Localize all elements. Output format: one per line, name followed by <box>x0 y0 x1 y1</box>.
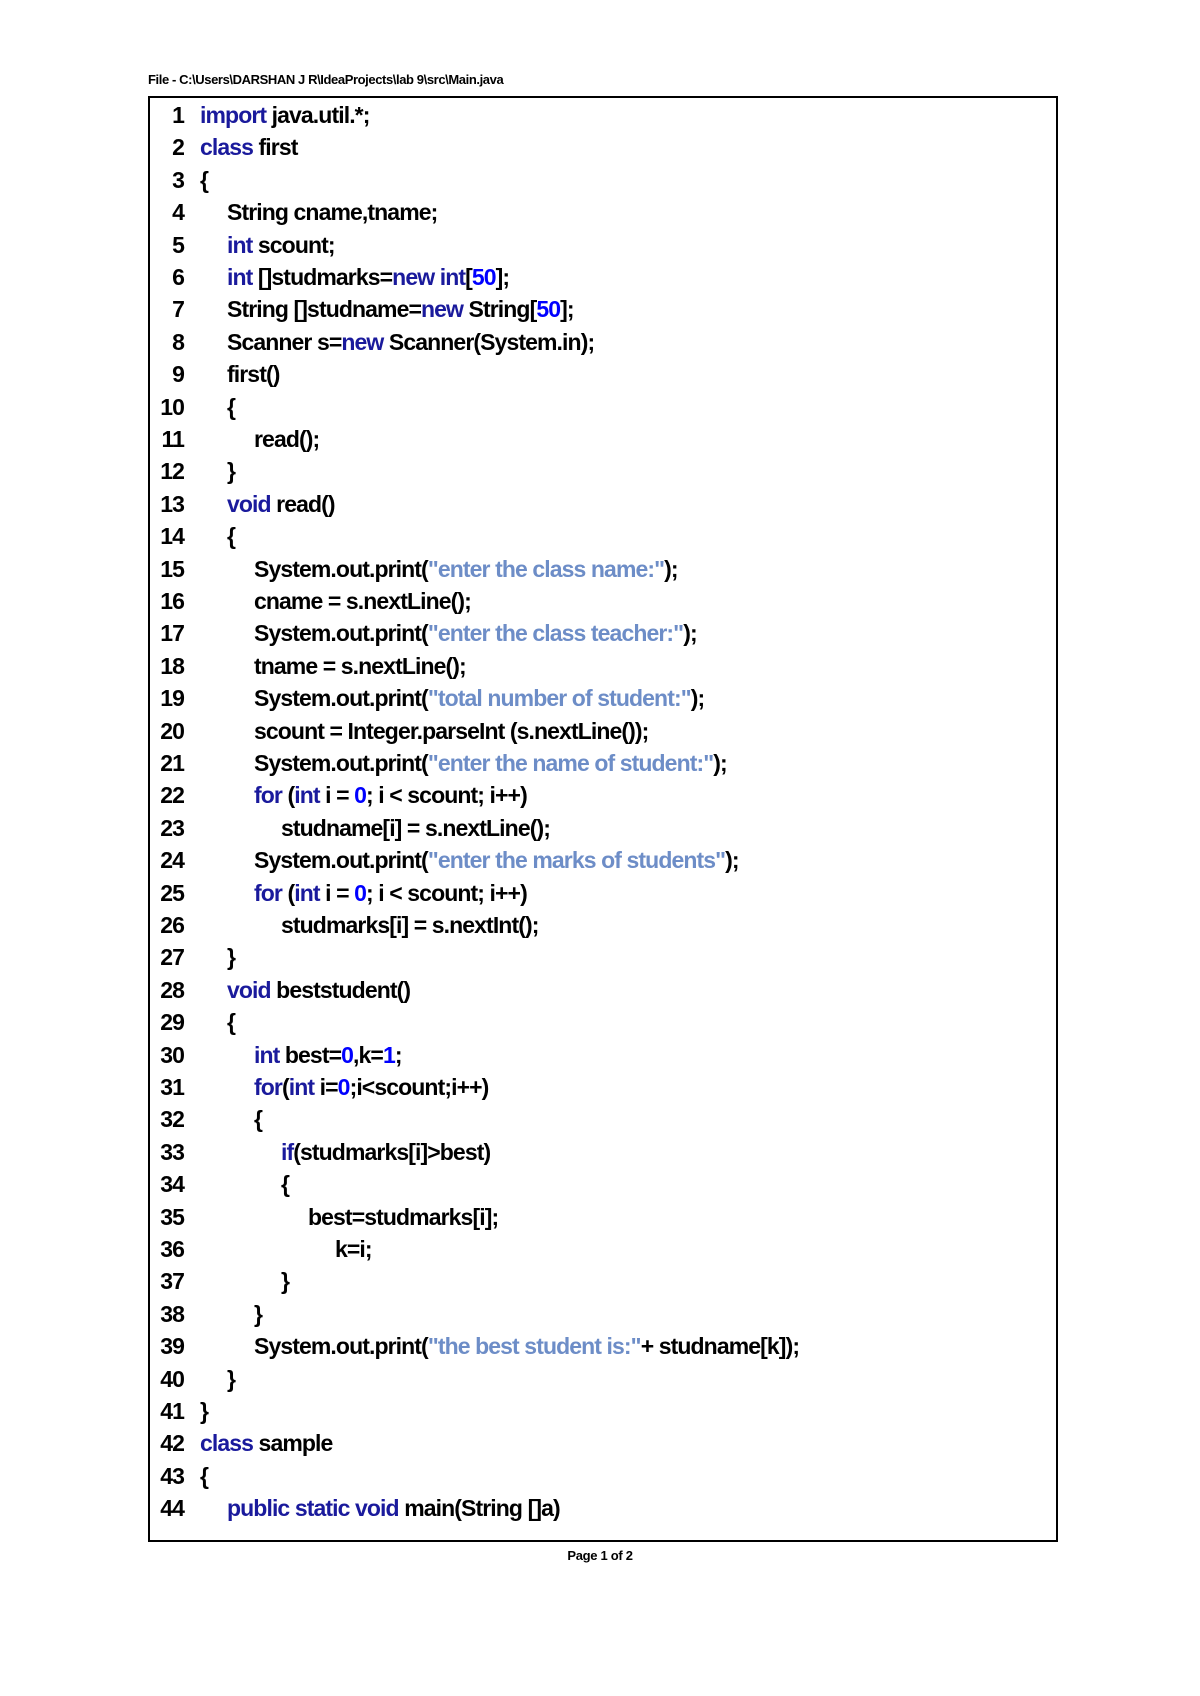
line-number: 2 <box>172 134 184 161</box>
line-number: 3 <box>172 166 184 193</box>
number-token: 0 <box>354 782 367 809</box>
line-number: 18 <box>160 652 184 679</box>
code-text <box>281 1136 490 1168</box>
code-line <box>150 423 1056 455</box>
plain-token: String []studname= <box>227 296 422 323</box>
plain-token: (studmarks[i]>best) <box>293 1138 491 1165</box>
plain-token: studname[i] = s.nextLine(); <box>281 814 550 841</box>
line-number: 19 <box>160 685 184 712</box>
plain-token: System.out.print( <box>254 1333 428 1360</box>
code-text <box>254 1330 799 1362</box>
plain-token: } <box>227 1365 236 1392</box>
code-text <box>200 1460 208 1492</box>
code-line <box>150 358 1056 390</box>
code-text <box>227 488 335 520</box>
line-number: 11 <box>161 426 184 452</box>
line-number: 7 <box>172 296 184 323</box>
line-number: 13 <box>160 490 184 517</box>
code-text <box>227 941 235 973</box>
code-text <box>254 650 466 682</box>
number-token: 50 <box>536 296 561 323</box>
plain-token: best= <box>279 1041 342 1068</box>
code-line <box>150 1039 1056 1071</box>
string-token: "enter the marks of students" <box>427 847 726 874</box>
line-number: 17 <box>160 620 184 647</box>
plain-token: i = <box>319 879 355 906</box>
code-text <box>335 1233 372 1265</box>
code-text <box>200 99 370 131</box>
line-number: 22 <box>160 782 184 809</box>
line-number: 24 <box>160 847 184 874</box>
string-token: "total number of student:" <box>427 685 691 712</box>
code-line <box>150 941 1056 973</box>
code-text <box>254 747 727 779</box>
code-text <box>254 1103 262 1135</box>
line-number: 9 <box>172 361 184 388</box>
line-number: 25 <box>160 879 184 906</box>
line-number: 21 <box>160 750 184 776</box>
plain-token: { <box>227 393 236 420</box>
plain-token: { <box>254 1106 263 1133</box>
line-number: 39 <box>160 1333 184 1360</box>
line-number: 8 <box>172 328 184 355</box>
line-number: 6 <box>172 264 184 290</box>
code-text <box>227 358 279 390</box>
plain-token: { <box>200 1462 209 1489</box>
code-text <box>254 715 648 747</box>
code-text <box>227 520 235 552</box>
plain-token: System.out.print( <box>254 847 428 874</box>
plain-token: ]; <box>560 296 574 323</box>
plain-token: k=i; <box>335 1236 372 1262</box>
line-number: 29 <box>160 1009 184 1036</box>
code-line <box>150 1006 1056 1038</box>
code-line <box>150 131 1056 163</box>
plain-token: } <box>227 458 236 485</box>
number-token: 0 <box>354 879 367 906</box>
plain-token: scount = Integer.parseInt (s.nextLine()); <box>254 717 649 744</box>
code-text <box>254 617 697 649</box>
code-text <box>254 1071 488 1103</box>
code-line <box>150 196 1056 228</box>
number-token: 50 <box>471 264 496 290</box>
line-number: 36 <box>160 1236 184 1262</box>
code-line <box>150 909 1056 941</box>
code-line <box>150 1363 1056 1395</box>
plain-token: System.out.print( <box>254 555 428 582</box>
plain-token: String[ <box>463 296 537 323</box>
number-token: 0 <box>341 1041 354 1068</box>
plain-token: tname = s.nextLine(); <box>254 652 466 679</box>
plain-token: ; i < scount; i++) <box>366 782 527 809</box>
line-number: 41 <box>160 1398 184 1424</box>
line-number: 10 <box>160 393 184 420</box>
line-number: 32 <box>160 1106 184 1133</box>
plain-token: [ <box>465 264 472 290</box>
line-number: 44 <box>160 1495 184 1522</box>
string-token: "the best student is:" <box>427 1333 641 1360</box>
keyword-token: int <box>288 1074 315 1100</box>
plain-token: { <box>281 1171 290 1198</box>
code-line <box>150 99 1056 131</box>
keyword-token: int <box>294 782 320 809</box>
plain-token: i = <box>319 782 355 809</box>
keyword-token: void <box>355 1495 399 1522</box>
code-line <box>150 326 1056 358</box>
plain-token: i= <box>314 1074 338 1100</box>
code-text <box>227 326 594 358</box>
keyword-token: for <box>254 879 282 906</box>
code-line <box>150 164 1056 196</box>
plain-token: ( <box>281 782 295 809</box>
line-number: 31 <box>160 1074 184 1100</box>
line-number: 28 <box>160 976 184 1003</box>
plain-token: ); <box>690 685 705 712</box>
code-text <box>281 1168 289 1200</box>
line-number: 23 <box>160 814 184 841</box>
page-number: Page 1 of 2 <box>567 1548 633 1563</box>
code-line <box>150 877 1056 909</box>
line-number: 34 <box>160 1171 184 1198</box>
line-number: 12 <box>160 458 184 485</box>
plain-token: ); <box>683 620 697 647</box>
keyword-token: int <box>294 879 320 906</box>
code-text <box>254 779 527 811</box>
code-line <box>150 1168 1056 1200</box>
code-text <box>200 1427 332 1459</box>
code-line <box>150 715 1056 747</box>
plain-token: } <box>227 944 236 971</box>
keyword-token: if <box>281 1138 294 1165</box>
code-line <box>150 229 1056 261</box>
plain-token: studmarks[i] = s.nextInt(); <box>281 912 539 938</box>
file-path-header: File - C:\Users\DARSHAN J R\IdeaProjects\lab 9\src\Main.java <box>148 72 504 87</box>
keyword-token: new <box>341 328 384 355</box>
code-line <box>150 1427 1056 1459</box>
plain-token: System.out.print( <box>254 620 428 647</box>
code-line <box>150 488 1056 520</box>
keyword-token: new <box>421 296 464 323</box>
line-number: 38 <box>160 1300 184 1327</box>
keyword-token: int <box>254 1041 280 1068</box>
code-text <box>254 877 527 909</box>
plain-token: ]; <box>495 264 510 290</box>
code-line <box>150 261 1056 293</box>
keyword-token: int <box>439 264 466 290</box>
line-number: 20 <box>160 717 184 744</box>
plain-token: ; i < scount; i++) <box>366 879 527 906</box>
code-text <box>308 1201 498 1233</box>
plain-token: beststudent() <box>270 976 411 1003</box>
plain-token: ); <box>664 555 678 582</box>
keyword-token: new <box>392 264 435 290</box>
keyword-token: int <box>227 264 253 290</box>
keyword-token: static <box>294 1495 350 1522</box>
plain-token: ); <box>725 847 739 874</box>
code-text <box>227 391 235 423</box>
keyword-token: int <box>227 231 253 258</box>
code-line <box>150 1233 1056 1265</box>
code-line <box>150 650 1056 682</box>
plain-token: main(String []a) <box>398 1495 560 1522</box>
line-number: 27 <box>160 944 184 971</box>
code-text <box>254 844 739 876</box>
code-text <box>227 1006 235 1038</box>
plain-token: scount; <box>252 231 335 258</box>
plain-token: ,k= <box>353 1041 383 1068</box>
line-number: 26 <box>160 912 184 938</box>
code-text <box>254 682 704 714</box>
code-line <box>150 617 1056 649</box>
code-text <box>227 261 509 293</box>
line-number: 33 <box>160 1138 184 1165</box>
line-number: 43 <box>160 1462 184 1489</box>
code-text <box>227 455 235 487</box>
line-number: 42 <box>160 1430 184 1457</box>
code-text <box>227 974 410 1006</box>
code-text <box>281 909 539 941</box>
plain-token: java.util.*; <box>266 102 370 128</box>
number-token: 1 <box>382 1041 395 1068</box>
plain-token: first <box>253 134 298 161</box>
code-line <box>150 455 1056 487</box>
code-text <box>281 1265 289 1297</box>
plain-token: } <box>254 1300 263 1327</box>
keyword-token: void <box>227 976 271 1003</box>
keyword-token: import <box>200 102 267 128</box>
plain-token: } <box>200 1398 209 1424</box>
line-number: 4 <box>172 199 184 226</box>
plain-token: { <box>227 523 236 550</box>
plain-token: { <box>200 166 209 193</box>
code-line <box>150 844 1056 876</box>
keyword-token: for <box>254 1074 282 1100</box>
code-line <box>150 585 1056 617</box>
code-text <box>200 164 208 196</box>
code-text <box>254 1039 402 1071</box>
code-text <box>227 293 574 325</box>
line-number: 35 <box>160 1203 184 1230</box>
code-line <box>150 1201 1056 1233</box>
code-text <box>227 196 437 228</box>
code-text <box>200 1395 208 1427</box>
code-line <box>150 682 1056 714</box>
plain-token: + studname[k]); <box>640 1333 800 1360</box>
code-line <box>150 1136 1056 1168</box>
code-line <box>150 1460 1056 1492</box>
line-number: 15 <box>160 555 184 582</box>
code-text <box>200 131 298 163</box>
line-number: 14 <box>160 523 184 550</box>
code-line <box>150 1492 1056 1524</box>
plain-token: best=studmarks[i]; <box>308 1203 499 1230</box>
code-text <box>254 423 319 455</box>
plain-token: System.out.print( <box>254 750 428 776</box>
plain-token: ); <box>713 750 727 776</box>
line-number: 1 <box>172 102 184 128</box>
code-line <box>150 1330 1056 1362</box>
plain-token: } <box>281 1268 290 1295</box>
keyword-token: class <box>200 1430 254 1457</box>
plain-token: sample <box>253 1430 333 1457</box>
plain-token: System.out.print( <box>254 685 428 712</box>
code-line <box>150 391 1056 423</box>
plain-token: []studmarks= <box>252 264 393 290</box>
plain-token: read(); <box>254 426 320 452</box>
line-number: 40 <box>160 1365 184 1392</box>
code-line <box>150 1298 1056 1330</box>
line-number: 30 <box>160 1041 184 1068</box>
code-listing <box>148 96 1058 1542</box>
code-line <box>150 812 1056 844</box>
string-token: "enter the class name:" <box>427 555 665 582</box>
string-token: "enter the class teacher:" <box>427 620 684 647</box>
string-token: "enter the name of student:" <box>427 750 714 776</box>
number-token: 0 <box>337 1074 350 1100</box>
plain-token: { <box>227 1009 236 1036</box>
keyword-token: for <box>254 782 282 809</box>
plain-token: ; <box>394 1041 402 1068</box>
plain-token: read() <box>270 490 335 517</box>
plain-token: Scanner s= <box>227 328 342 355</box>
code-text <box>227 1492 560 1524</box>
code-line <box>150 1395 1056 1427</box>
code-line <box>150 1071 1056 1103</box>
keyword-token: void <box>227 490 271 517</box>
plain-token: cname = s.nextLine(); <box>254 588 471 614</box>
plain-token: first() <box>227 361 280 388</box>
code-text <box>254 1298 262 1330</box>
plain-token: ( <box>281 1074 289 1100</box>
plain-token: String cname,tname; <box>227 199 438 226</box>
code-line <box>150 747 1056 779</box>
keyword-token: public <box>227 1495 290 1522</box>
code-text <box>281 812 550 844</box>
code-text <box>254 553 678 585</box>
code-line <box>150 520 1056 552</box>
code-line <box>150 1265 1056 1297</box>
code-line <box>150 779 1056 811</box>
code-line <box>150 1103 1056 1135</box>
line-number: 16 <box>160 588 184 614</box>
code-text <box>254 585 471 617</box>
plain-token: ( <box>281 879 295 906</box>
code-line <box>150 293 1056 325</box>
plain-token: Scanner(System.in); <box>383 328 595 355</box>
code-text <box>227 229 335 261</box>
code-line <box>150 974 1056 1006</box>
keyword-token: class <box>200 134 254 161</box>
line-number: 5 <box>172 231 184 258</box>
plain-token: ;i<scount;i++) <box>349 1074 489 1100</box>
code-line <box>150 553 1056 585</box>
code-text <box>227 1363 235 1395</box>
line-number: 37 <box>160 1268 184 1295</box>
